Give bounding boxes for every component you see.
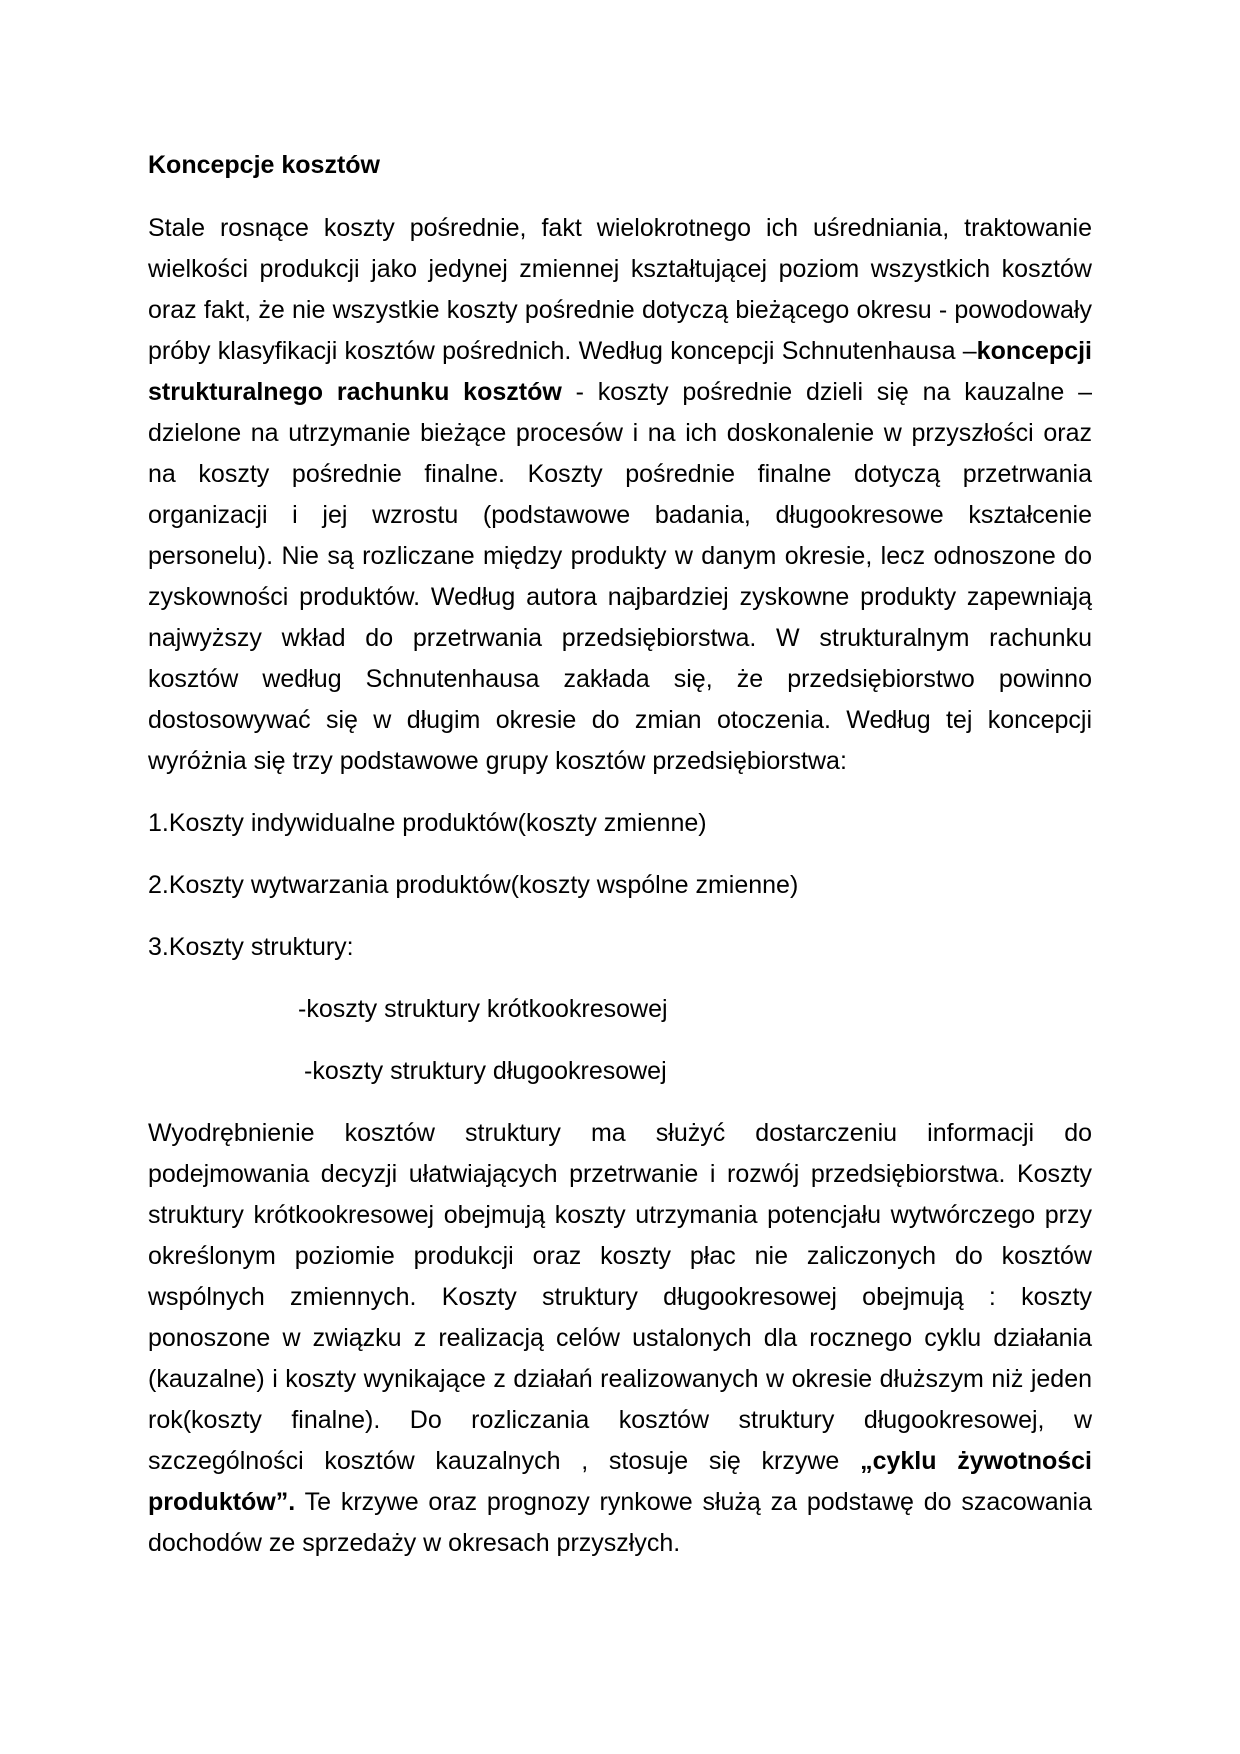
paragraph-intro-text-continued: - koszty pośrednie dzieli się na kauzalne – dzielone na utrzymanie bieżące procesów i na ich doskonalenie w przyszłości oraz na koszty pośrednie finalne. Koszty pośrednie finalne dotyczą przetrwania organizacji i jej wzrostu (podstawowe badania, długookresowe kształcenie personelu). Nie są rozliczane między produkty w danym okresie, lecz odnoszone do zyskowności produktów. Według autora najbardziej zyskowne produkty zapewniają najwyższy wkład do przetrwania przedsiębiorstwa. W strukturalnym rachunku kosztów według Schnutenhausa zakłada się, że przedsiębiorstwo powinno dostosowywać się w długim okresie do zmian otoczenia. Według tej koncepcji wyróżnia się trzy podstawowe grupy kosztów przedsiębiorstwa: — [148, 378, 1092, 775]
sublist-item-long-term: -koszty struktury długookresowej — [304, 1057, 667, 1085]
document-title: Koncepcje kosztów — [148, 151, 380, 179]
paragraph-structure-bold: „cyklu żywotności produktów”. — [148, 1447, 1092, 1516]
list-item-individual-costs: 1.Koszty indywidualne produktów(koszty zmienne) — [148, 809, 707, 837]
paragraph-structure-text: Wyodrębnienie kosztów struktury ma służyć dostarczeniu informacji do podejmowania decyzji ułatwiających przetrwanie i rozwój przedsiębiorstwa. Koszty struktury krótkookresowej obejmują koszty utrzymania potencjału wytwórczego przy określonym poziomie produkcji oraz koszty płac nie zaliczonych do kosztów wspólnych zmiennych. Koszty struktury długookresowej obejmują : koszty ponoszone w związku z realizacją celów ustalonych dla rocznego cyklu działania (kauzalne) i koszty wynikające z działań realizowanych w okresie dłuższym niż jeden rok(koszty finalne). Do rozliczania kosztów struktury długookresowej, w szczególności kosztów kauzalnych , stosuje się krzywe — [148, 1119, 1092, 1475]
paragraph-intro — [148, 208, 1092, 782]
list-item-production-costs: 2.Koszty wytwarzania produktów(koszty wspólne zmienne) — [148, 871, 799, 899]
paragraph-intro-text: Stale rosnące koszty pośrednie, fakt wielokrotnego ich uśredniania, traktowanie wielkości produkcji jako jedynej zmiennej kształtującej poziom wszystkich kosztów oraz fakt, że nie wszystkie koszty pośrednie dotyczą bieżącego okresu - powodowały próby klasyfikacji kosztów pośrednich. Według koncepcji Schnutenhausa – — [148, 214, 1092, 365]
paragraph-structure-costs — [148, 1113, 1092, 1564]
paragraph-intro-bold: koncepcji strukturalnego rachunku kosztów — [148, 337, 1092, 406]
paragraph-structure-text-continued: Te krzywe oraz prognozy rynkowe służą za podstawę do szacowania dochodów ze sprzedaży w okresach przyszłych. — [148, 1488, 1092, 1557]
sublist-item-short-term: -koszty struktury krótkookresowej — [298, 995, 668, 1023]
document-content — [148, 145, 1092, 1585]
list-item-structure-costs: 3.Koszty struktury: — [148, 933, 354, 961]
